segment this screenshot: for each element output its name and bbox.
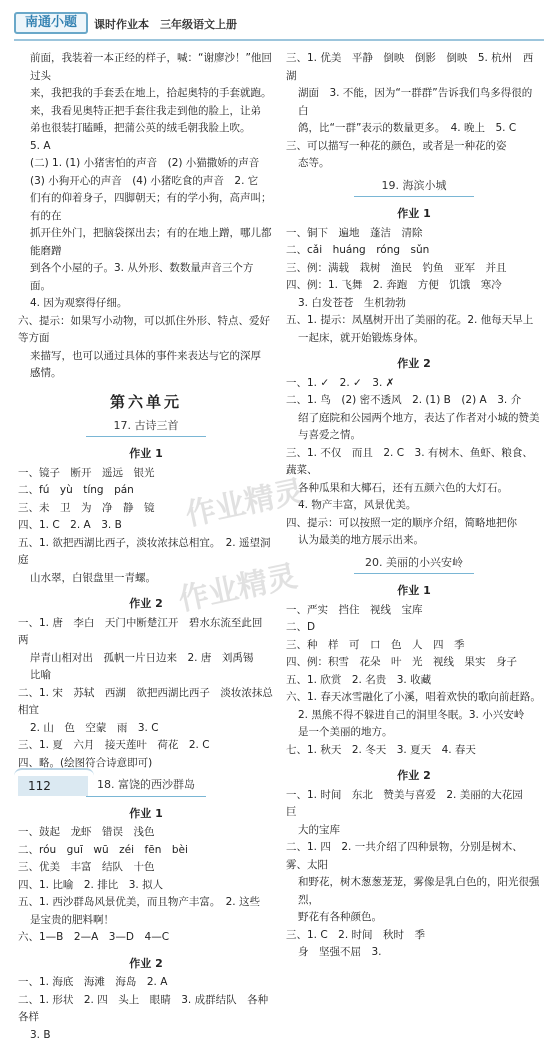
l18-hw2-title: 作业 2 [18, 955, 274, 973]
answer-line: 鸽，比“一群”表示的数量更多。 4. 晚上 5. C [286, 120, 542, 138]
answer-line: 身 坚强不屈 3. [286, 944, 542, 962]
carryover-answers-right [286, 50, 542, 173]
answer-line: 二、1. 四 2. 一共介绍了四种景物，分别是树木、雾、太阳 [286, 839, 542, 874]
l17-hw1-answers [18, 465, 274, 588]
lesson-20-title [286, 554, 542, 575]
answer-line: 态等。 [286, 155, 542, 173]
answer-line: 六、1. 春天冰雪融化了小溪，唱着欢快的歌向前赶路。 [286, 689, 542, 707]
series-logo: 南通小题 [14, 12, 88, 34]
answer-line: 到各个小屋的子。3. 从外形、数数量声音三个方面。 [18, 260, 274, 295]
answer-line: 岸青山相对出 孤帆一片日边来 2. 唐 刘禹锡 [18, 650, 274, 668]
answer-line: 五、1. 欲把西湖比西子，淡妆浓抹总相宜。 2. 遥望洞庭 [18, 535, 274, 570]
answer-line: 弟也很装打瞌睡，把蒲公英的绒毛朝我脸上吹。 [18, 120, 274, 138]
answer-line: 一起床，就开始锻炼身体。 [286, 330, 542, 348]
answer-line: 与喜爱之情。 [286, 427, 542, 445]
l20-hw2-answers [286, 787, 542, 962]
answer-line: 一、1. ✓ 2. ✓ 3. ✗ [286, 375, 542, 393]
answer-line: 三、1. 不仅 而且 2. C 3. 有树木、鱼虾、粮食、蔬菜、 [286, 445, 542, 480]
answer-line: 2. 山 色 空蒙 雨 3. C [18, 720, 274, 738]
answer-line: 三、种 样 可 口 色 人 四 季 [286, 637, 542, 655]
answer-line: 二、1. 宋 苏轼 西湖 欲把西湖比西子 淡妆浓抹总相宜 [18, 685, 274, 720]
l19-hw2-title: 作业 2 [286, 355, 542, 373]
answer-line: 来，我把我的手套丢在地上，拾起奥特的手套就跑。 [18, 85, 274, 103]
answer-line: 5. A [18, 138, 274, 156]
answer-line: 一、鼓起 龙虾 错误 浅色 [18, 824, 274, 842]
lesson-title-underline [86, 436, 206, 437]
lesson-19-title-text: 19. 海滨小城 [382, 179, 447, 192]
answer-line: 一、铜下 遍地 蓬洁 清除 [286, 225, 542, 243]
answer-line: 来描写，也可以通过具体的事件来表达与它的深厚 [18, 348, 274, 366]
answer-line: 3. B [18, 1027, 274, 1044]
answer-line: 各种瓜果和大椰石，还有五颜六色的大灯石。 [286, 480, 542, 498]
lesson-title-underline [354, 196, 474, 197]
answer-line: 三、1. 夏 六月 接天莲叶 荷花 2. C [18, 737, 274, 755]
answer-line: 3. 白发苍苍 生机勃勃 [286, 295, 542, 313]
carryover-answers [18, 50, 274, 383]
answer-line: 五、1. 欣赏 2. 名贵 3. 收藏 [286, 672, 542, 690]
footer-decoration [14, 768, 94, 776]
answer-line: 二、1. 鸟 (2) 密不透风 2. (1) B (2) A 3. 介 [286, 392, 542, 410]
answer-line: 四、提示：可以按照一定的顺序介绍，简略地把你 [286, 515, 542, 533]
lesson-20-title-text: 20. 美丽的小兴安岭 [365, 556, 463, 569]
answer-line: 2. 黑熊不得不躲进自己的洞里冬眠。3. 小兴安岭 [286, 707, 542, 725]
answer-line: 是一个美丽的地方。 [286, 724, 542, 742]
answer-line: 三、例：满载 栽树 渔民 钓鱼 亚军 并且 [286, 260, 542, 278]
answer-line: 前面，我装着一本正经的样子，喊：“谢廖沙！”他回过头 [18, 50, 274, 85]
lesson-title-underline [354, 573, 474, 574]
l20-hw1-title: 作业 1 [286, 582, 542, 600]
watermark: 作业精灵 [177, 568, 298, 610]
l17-hw1-title: 作业 1 [18, 445, 274, 463]
answer-line: 三、优美 丰富 结队 十色 [18, 859, 274, 877]
left-column [18, 50, 274, 1044]
l18-hw1-title: 作业 1 [18, 805, 274, 823]
answer-line: 二、1. 形状 2. 四 头上 眼睛 3. 成群结队 各种各样 [18, 992, 274, 1027]
answer-line: 七、1. 秋天 2. 冬天 3. 夏天 4. 春天 [286, 742, 542, 760]
answer-line: 比喻 [18, 667, 274, 685]
answer-line: 六、提示：如果写小动物，可以抓住外形、特点、爱好等方面 [18, 313, 274, 348]
answer-line: 们有的仰着身子，四脚朝天；有的学小狗，高声叫；有的在 [18, 190, 274, 225]
answer-line: 五、1. 提示：凤凰树开出了美丽的花。2. 他每天早上 [286, 312, 542, 330]
answer-line: 五、1. 西沙群岛风景优美，而且物产丰富。 2. 这些 [18, 894, 274, 912]
answer-line: 一、1. 时间 东北 赞美与喜爱 2. 美丽的大花园 巨 [286, 787, 542, 822]
answer-line: (3) 小狗开心的声音 (4) 小猪吃食的声音 2. 它 [18, 173, 274, 191]
l17-hw2-title: 作业 2 [18, 595, 274, 613]
answer-line: 一、严实 挡住 视线 宝库 [286, 602, 542, 620]
answer-line: (二) 1. (1) 小猪害怕的声音 (2) 小猫撒娇的声音 [18, 155, 274, 173]
right-column [286, 50, 542, 962]
answer-line: 抓开住外门，把脑袋探出去；有的在地上蹭，哪儿都能磨蹭 [18, 225, 274, 260]
answer-line: 三、可以描写一种花的颜色，或者是一种花的姿 [286, 138, 542, 156]
unit-title: 第六单元 [18, 391, 274, 413]
answer-line: 二、D [286, 619, 542, 637]
answer-line: 四、例：积雪 花朵 叶 光 视线 果实 身子 [286, 654, 542, 672]
lesson-17-title [18, 417, 274, 438]
l18-hw1-answers [18, 824, 274, 947]
answer-line: 绍了庭院和公园两个地方，表达了作者对小城的赞美 [286, 410, 542, 428]
l17-hw2-answers [18, 615, 274, 773]
answer-line: 一、镜子 断开 遥远 银光 [18, 465, 274, 483]
answer-line: 4. 物产丰富，风景优美。 [286, 497, 542, 515]
answer-line: 和野花，树木葱葱茏茏，雾像是乳白色的，阳光很强烈， [286, 874, 542, 909]
answer-line: 一、1. 唐 李白 天门中断楚江开 碧水东流至此回 两 [18, 615, 274, 650]
l19-hw2-answers [286, 375, 542, 550]
answer-line: 4. 因为观察得仔细。 [18, 295, 274, 313]
l18-hw2-answers [18, 974, 274, 1044]
answer-line: 三、1. C 2. 时间 秋时 季 [286, 927, 542, 945]
lesson-18-title-text: 18. 富饶的西沙群岛 [97, 778, 195, 791]
answer-line: 山水翠，白银盘里一青螺。 [18, 570, 274, 588]
lesson-title-underline [86, 796, 206, 797]
answer-line: 认为最美的地方展示出来。 [286, 532, 542, 550]
l20-hw1-answers [286, 602, 542, 760]
answer-line: 野花有各种颜色。 [286, 909, 542, 927]
lesson-17-title-text: 17. 古诗三首 [114, 419, 179, 432]
answer-line: 二、róu guī wū zéi fēn bèi [18, 842, 274, 860]
answer-line: 大的宝库 [286, 822, 542, 840]
watermark: 作业精灵 [184, 483, 305, 525]
book-title: 课时作业本 三年级语文上册 [94, 16, 237, 34]
answer-line: 四、略。(绘图符合诗意即可) [18, 755, 274, 773]
l20-hw2-title: 作业 2 [286, 767, 542, 785]
answer-line: 三、1. 优美 平静 倒映 倒影 倒映 5. 杭州 西湖 [286, 50, 542, 85]
page-header [14, 12, 544, 36]
answer-line: 四、例：1. 飞舞 2. 奔跑 方便 饥饿 寒冷 [286, 277, 542, 295]
l19-hw1-answers [286, 225, 542, 348]
answer-line: 感情。 [18, 365, 274, 383]
answer-line: 一、1. 海底 海滩 海岛 2. A [18, 974, 274, 992]
lesson-19-title [286, 177, 542, 198]
l19-hw1-title: 作业 1 [286, 205, 542, 223]
page-number: 112 [18, 776, 88, 796]
answer-line: 来，我看见奥特正把手套往我走到他的脸上，让弟 [18, 103, 274, 121]
answer-line: 四、1. 比喻 2. 排比 3. 拟人 [18, 877, 274, 895]
header-divider [14, 39, 544, 41]
answer-line: 六、1—B 2—A 3—D 4—C [18, 929, 274, 947]
answer-line: 二、cǎi huáng róng sǔn [286, 242, 542, 260]
answer-line: 湖面 3. 不能，因为“一群群”告诉我们鸟多得很的白 [286, 85, 542, 120]
answer-line: 是宝贵的肥料啊！ [18, 912, 274, 930]
answer-line: 二、fú yù tíng pán [18, 482, 274, 500]
answer-line: 四、1. C 2. A 3. B [18, 517, 274, 535]
answer-line: 三、未 卫 为 净 静 镜 [18, 500, 274, 518]
